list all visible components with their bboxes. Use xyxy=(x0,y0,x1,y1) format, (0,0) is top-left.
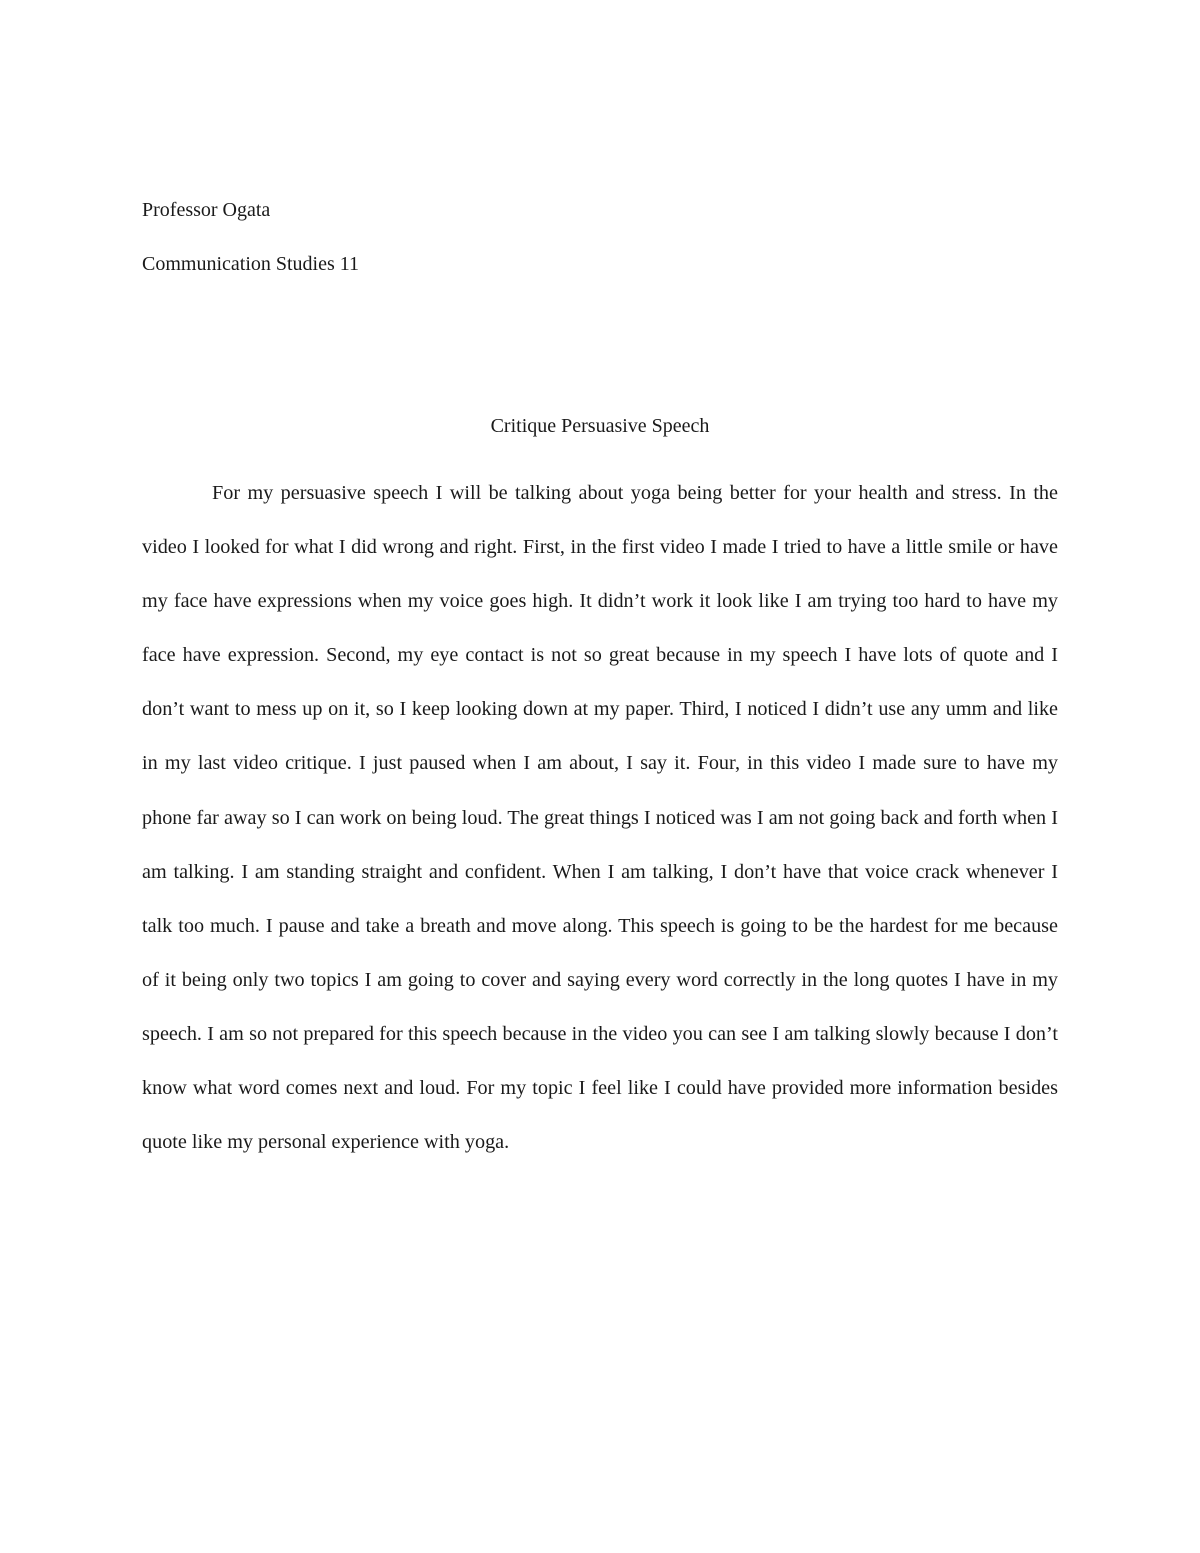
body-paragraph: For my persuasive speech I will be talking about yoga being better for your health and stress. In the video I looked for what I did wrong and right. First, in the first video I made I tried to have a little smile or have my face have expressions when my voice goes high. It didn’t work it look like I am trying too hard to have my face have expression. Second, my eye contact is not so great because in my speech I have lots of quote and I don’t want to mess up on it, so I keep looking down at my paper. Third, I noticed I didn’t use any umm and like in my last video critique. I just paused when I am about, I say it. Four, in this video I made sure to have my phone far away so I can work on being loud. The great things I noticed was I am not going back and forth when I am talking. I am standing straight and confident. When I am talking, I don’t have that voice crack whenever I talk too much. I pause and take a breath and move along. This speech is going to be the hardest for me because of it being only two topics I am going to cover and saying every word correctly in the long quotes I have in my speech. I am so not prepared for this speech because in the video you can see I am talking slowly because I don’t know what word comes next and loud. For my topic I feel like I could have provided more information besides quote like my personal experience with yoga. xyxy=(142,482,1058,1154)
instructor-name: Professor Ogata xyxy=(142,199,271,221)
document-title: Critique Persuasive Speech xyxy=(490,415,710,437)
course-name: Communication Studies 11 xyxy=(142,253,360,275)
